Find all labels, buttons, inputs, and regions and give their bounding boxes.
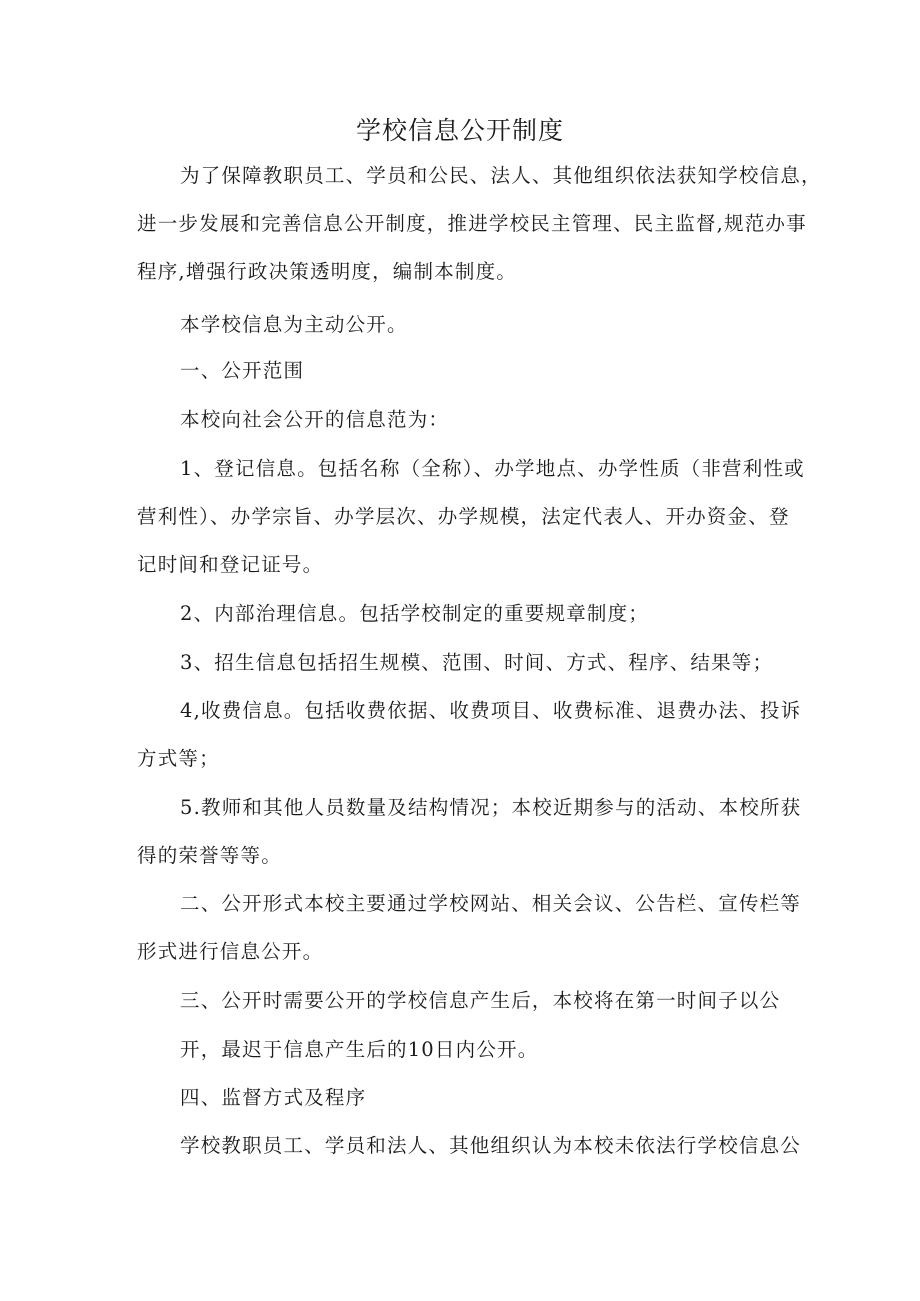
paragraph-line: 为了保障教职员工、学员和公民、法人、其他组织依法获知学校信息， xyxy=(180,164,822,187)
list-item-line: 4,收费信息。包括收费依据、收费项目、收费标准、退费办法、投诉 xyxy=(180,699,802,722)
list-item-line: 得的荣誉等等。 xyxy=(137,844,282,867)
list-item-line: 1、登记信息。包括名称（全称）、办学地点、办学性质（非营利性或 xyxy=(180,457,805,480)
list-item-line: 3、招生信息包括招生规模、范围、时间、方式、程序、结果等； xyxy=(180,651,774,674)
section-heading: 二、公开形式本校主要通过学校网站、相关会议、公告栏、宣传栏等 xyxy=(180,892,802,915)
list-item-line: 记时间和登记证号。 xyxy=(137,553,324,576)
list-item-line: 2、内部治理信息。包括学校制定的重要规章制度； xyxy=(180,602,650,625)
paragraph-line: 本校向社会公开的信息范为： xyxy=(180,408,450,431)
document-title: 学校信息公开制度 xyxy=(355,116,564,145)
list-item-line: 营利性）、办学宗旨、办学层次、办学规模，法定代表人、开办资金、登 xyxy=(137,505,790,528)
list-item-line: 5.教师和其他人员数量及结构情况；本校近期参与的活动、本校所获 xyxy=(180,796,802,819)
paragraph-line: 形式进行信息公开。 xyxy=(137,940,324,963)
paragraph-line: 开，最迟于信息产生后的10日内公开。 xyxy=(180,1038,539,1061)
section-heading: 三、公开时需要公开的学校信息产生后，本校将在第一时间子以公 xyxy=(180,989,781,1012)
paragraph-line: 进一步发展和完善信息公开制度，推进学校民主管理、民主监督,规范办事 xyxy=(137,212,807,235)
paragraph-line: 学校教职员工、学员和法人、其他组织认为本校未依法行学校信息公 xyxy=(180,1134,802,1157)
section-heading: 一、公开范围 xyxy=(180,359,305,382)
list-item-line: 方式等； xyxy=(137,747,220,770)
paragraph-line: 程序,增强行政决策透明度，编制本制度。 xyxy=(137,260,517,283)
section-heading: 四、监督方式及程序 xyxy=(180,1086,367,1109)
paragraph-line: 本学校信息为主动公开。 xyxy=(180,313,408,336)
